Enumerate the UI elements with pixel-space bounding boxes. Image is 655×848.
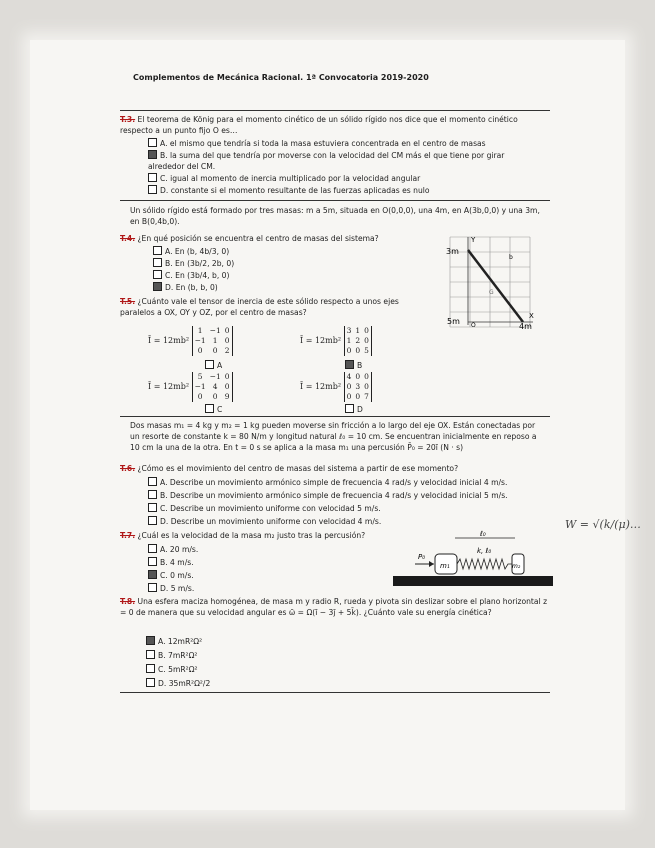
divider <box>120 692 550 693</box>
option-text: el mismo que tendría si toda la masa estuviera concentrada en el centro de masas <box>169 139 486 148</box>
question-text: ¿Cuál es la velocidad de la masa m₂ justo tras la percusión? <box>137 531 366 540</box>
tensor-prefix: Ī = 12mb² <box>148 382 190 391</box>
question-text: ¿Cuánto vale el tensor de inercia de este sólido respecto a unos ejes paralelos a OX, OY y OZ, por el centro de masas? <box>120 297 399 317</box>
label-3m: 3m <box>446 247 459 256</box>
option-t7-b[interactable]: B. 4 m/s. <box>148 557 194 568</box>
question-number: T.6. <box>120 464 136 473</box>
option-key: D <box>160 517 166 526</box>
matrix-option-d <box>300 372 372 402</box>
rod-line <box>468 250 523 322</box>
option-key: D <box>357 405 363 414</box>
checkbox[interactable] <box>146 650 155 659</box>
option-key: A <box>160 545 166 554</box>
option-key: D <box>158 679 164 688</box>
option-t3-a[interactable]: A. el mismo que tendría si toda la masa estuviera concentrada en el centro de masas <box>148 138 486 149</box>
checkbox-checked[interactable] <box>153 282 162 291</box>
label-g: G <box>489 289 494 296</box>
question-text: ¿En qué posición se encuentra el centro de masas del sistema? <box>137 234 379 243</box>
question-t7 <box>120 530 420 541</box>
option-text: 0 m/s. <box>170 571 194 580</box>
page-title: Complementos de Mecánica Racional. 1ª Convocatoria 2019-2020 <box>133 73 429 82</box>
checkbox-checked[interactable] <box>148 150 157 159</box>
option-t6-a[interactable]: A. Describe un movimiento armónico simple de frecuencia 4 rad/s y velocidad inicial 4 m/s. <box>148 477 507 488</box>
checkbox[interactable] <box>148 557 157 566</box>
option-key: A <box>165 247 171 256</box>
checkbox[interactable] <box>153 246 162 255</box>
option-t4-b[interactable]: B. En (3b/2, 2b, 0) <box>153 258 234 269</box>
spring-mass-figure <box>390 528 555 592</box>
option-key: B <box>160 491 166 500</box>
checkbox[interactable] <box>148 503 157 512</box>
option-text: Describe un movimiento uniforme con velocidad 4 m/s. <box>170 517 382 526</box>
option-text: la suma del que tendría por moverse con la velocidad del CM más el que tiene por girar alrededor del CM. <box>148 151 505 171</box>
checkbox[interactable] <box>345 404 354 413</box>
option-t3-b[interactable]: B. la suma del que tendría por moverse con la velocidad del CM más el que tiene por girar alrededor del CM. <box>148 151 505 171</box>
problem-statement: Un sólido rígido está formado por tres masas: m a 5m, situada en O(0,0,0), una 4m, en A(3b,0,0) y una 3m, en B(0,4b,0). <box>130 206 540 226</box>
question-t3 <box>120 114 540 136</box>
option-key: B <box>160 558 166 567</box>
matrix: 1 −1 0 −1 1 0 0 0 2 <box>192 326 233 356</box>
option-t3-c[interactable]: C. igual al momento de inercia multiplicado por la velocidad angular <box>148 173 420 184</box>
label-spring: k, ℓ₀ <box>477 547 492 555</box>
option-text: 20 m/s. <box>169 545 199 554</box>
divider <box>120 416 550 417</box>
option-t7-d[interactable]: D. 5 m/s. <box>148 583 194 594</box>
option-t4-d[interactable]: D. En (b, b, 0) <box>153 282 218 293</box>
question-number: T.5. <box>120 297 136 306</box>
option-text: igual al momento de inercia multiplicado por la velocidad angular <box>170 174 421 183</box>
option-key: B <box>357 361 363 370</box>
option-t8-b[interactable]: B. 7mR²Ω² <box>146 650 197 661</box>
label-p0: P₀ <box>418 553 426 561</box>
option-t8-c[interactable]: C. 5mR²Ω² <box>146 664 198 675</box>
option-text: En (b, 4b/3, 0) <box>174 247 230 256</box>
option-key: B <box>160 151 166 160</box>
checkbox[interactable] <box>146 664 155 673</box>
option-key: D <box>165 283 171 292</box>
problem-statement: Dos masas m₁ = 4 kg y m₂ = 1 kg pueden moverse sin fricción a lo largo del eje OX. Están conectadas por un resorte de constante k = 80 N/m y longitud natural ℓ₀ = 10 cm. Se encuentran inicialmente en reposo a 10 cm la una de la otra. En t = 0 s se aplica a la masa m₁ una percusión P̄₀ = 20ī (N · s) <box>130 421 537 452</box>
spring <box>457 559 512 569</box>
question-t5 <box>120 296 420 318</box>
option-text: Describe un movimiento armónico simple de frecuencia 4 rad/s y velocidad inicial 4 m/s. <box>169 478 508 487</box>
label-origin: O <box>471 322 476 329</box>
option-t6-d[interactable]: D. Describe un movimiento uniforme con velocidad 4 m/s. <box>148 516 381 527</box>
checkbox[interactable] <box>148 185 157 194</box>
checkbox[interactable] <box>153 270 162 279</box>
tensor-prefix: Ī = 12mb² <box>300 382 342 391</box>
label-m2: m₂ <box>512 563 521 570</box>
question-number: T.7. <box>120 531 136 540</box>
option-text: 5 m/s. <box>170 584 195 593</box>
option-t5-b[interactable] <box>345 360 362 371</box>
question-text: Una esfera maciza homogénea, de masa m y radio R, rueda y pivota sin deslizar sobre el plano horizontal z = 0 de manera que su velocidad angular es ω̄ = Ω(ī − 3j̄ + 5k̄). ¿Cuánto vale su energía cinética? <box>120 597 548 617</box>
question-number: T.8. <box>120 597 136 606</box>
checkbox[interactable] <box>146 678 155 687</box>
label-4m: 4m <box>519 322 532 331</box>
question-t4 <box>120 233 420 244</box>
label-l0: ℓ₀ <box>480 530 486 538</box>
matrix: 3 1 0 1 2 0 0 0 5 <box>344 326 372 356</box>
option-text: 5mR²Ω² <box>168 665 198 674</box>
matrix: 4 0 0 0 3 0 0 0 7 <box>344 372 372 402</box>
option-t5-c[interactable] <box>205 404 222 415</box>
option-t5-d[interactable] <box>345 404 363 415</box>
option-key: A <box>160 139 166 148</box>
matrix-option-c <box>148 372 233 402</box>
option-text: Describe un movimiento uniforme con velocidad 5 m/s. <box>170 504 381 513</box>
checkbox[interactable] <box>148 138 157 147</box>
option-text: constante si el momento resultante de las fuerzas aplicadas es nulo <box>170 186 430 195</box>
option-key: C <box>165 271 171 280</box>
option-key: D <box>160 186 166 195</box>
option-text: En (3b/4, b, 0) <box>175 271 230 280</box>
tensor-prefix: Ī = 12mb² <box>300 336 342 345</box>
checkbox[interactable] <box>153 258 162 267</box>
checkbox[interactable] <box>148 477 157 486</box>
mass-grid-figure <box>445 232 535 332</box>
checkbox[interactable] <box>148 516 157 525</box>
checkbox[interactable] <box>205 404 214 413</box>
label-x-axis: X <box>529 312 534 320</box>
option-text: 35mR²Ω²/2 <box>168 679 211 688</box>
checkbox[interactable] <box>148 583 157 592</box>
divider <box>120 200 550 201</box>
option-t4-c[interactable]: C. En (3b/4, b, 0) <box>153 270 229 281</box>
checkbox-checked[interactable] <box>146 636 155 645</box>
option-t5-a[interactable] <box>205 360 222 371</box>
divider <box>120 110 550 111</box>
handwritten-note: W = √(k/(μ)… <box>565 518 641 531</box>
question-t6 <box>120 463 540 474</box>
question-number: T.3. <box>120 115 136 124</box>
checkbox[interactable] <box>205 360 214 369</box>
label-b: b <box>509 254 513 261</box>
option-key: C <box>217 405 223 414</box>
matrix: 5 −1 0 −1 4 0 0 0 9 <box>192 372 233 402</box>
option-text: En (b, b, 0) <box>175 283 218 292</box>
option-key: B <box>165 259 171 268</box>
option-key: C <box>160 504 166 513</box>
label-m1: m₁ <box>440 562 450 570</box>
option-key: A <box>217 361 223 370</box>
question-text: El teorema de König para el momento cinético de un sólido rígido nos dice que el momento cinético respecto a un punto fijo O es… <box>120 115 518 135</box>
option-t7-a[interactable]: A. 20 m/s. <box>148 544 198 555</box>
question-t8 <box>120 596 550 618</box>
option-t6-b[interactable]: B. Describe un movimiento armónico simple de frecuencia 4 rad/s y velocidad inicial 5 m/s. <box>148 490 508 501</box>
option-t4-a[interactable]: A. En (b, 4b/3, 0) <box>153 246 229 257</box>
checkbox-checked[interactable] <box>148 570 157 579</box>
option-t6-c[interactable]: C. Describe un movimiento uniforme con velocidad 5 m/s. <box>148 503 381 514</box>
option-text: 12mR²Ω² <box>167 637 203 646</box>
option-text: 4 m/s. <box>170 558 194 567</box>
option-key: A <box>160 478 166 487</box>
option-text: 7mR²Ω² <box>168 651 198 660</box>
option-t3-d[interactable]: D. constante si el momento resultante de las fuerzas aplicadas es nulo <box>148 185 430 196</box>
checkbox[interactable] <box>148 173 157 182</box>
floor <box>393 576 553 586</box>
question-text: ¿Cómo es el movimiento del centro de masas del sistema a partir de ese momento? <box>137 464 459 473</box>
option-key: B <box>158 651 164 660</box>
option-t8-a[interactable]: A. 12mR²Ω² <box>146 636 202 647</box>
tensor-prefix: Ī = 12mb² <box>148 336 190 345</box>
option-key: D <box>160 584 166 593</box>
option-key: A <box>158 637 164 646</box>
arrow-head-icon <box>429 561 434 567</box>
option-text: En (3b/2, 2b, 0) <box>175 259 235 268</box>
option-key: C <box>158 665 164 674</box>
option-key: C <box>160 571 166 580</box>
checkbox-checked[interactable] <box>345 360 354 369</box>
option-text: Describe un movimiento armónico simple de frecuencia 4 rad/s y velocidad inicial 5 m/s. <box>170 491 508 500</box>
question-number: T.4. <box>120 234 136 243</box>
matrix-option-a <box>148 326 233 356</box>
option-key: C <box>160 174 166 183</box>
option-t8-d[interactable]: D. 35mR²Ω²/2 <box>146 678 210 689</box>
label-5m: 5m <box>447 317 460 326</box>
matrix-option-b <box>300 326 372 356</box>
checkbox[interactable] <box>148 544 157 553</box>
option-t7-c[interactable]: C. 0 m/s. <box>148 570 194 581</box>
checkbox[interactable] <box>148 490 157 499</box>
label-y-axis: Y <box>471 236 476 244</box>
